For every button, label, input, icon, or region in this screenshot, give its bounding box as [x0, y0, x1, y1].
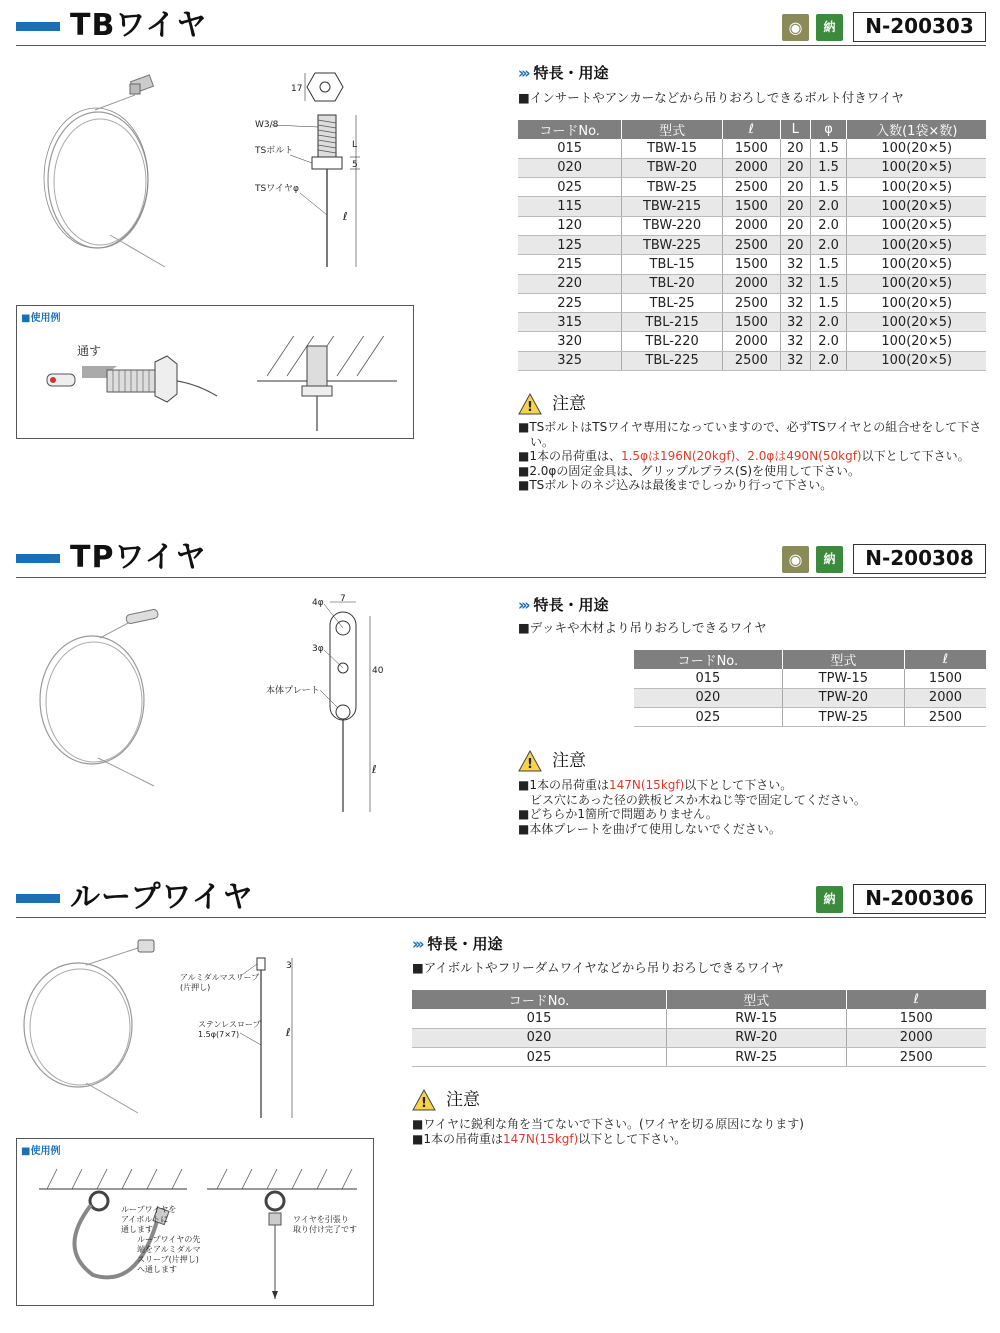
table-cell: TPW-15 — [782, 669, 904, 688]
dim-plate: 本体プレート — [266, 686, 320, 696]
dim-rope-sub: 1.5φ(7×7) — [198, 1030, 240, 1039]
section-header-loopwire — [16, 878, 986, 918]
table-cell: 100(20×5) — [847, 255, 986, 274]
tbwire-dimension-diagram — [250, 65, 370, 275]
notes-list — [518, 778, 988, 836]
product-code: N-200303 — [853, 12, 986, 42]
table-row — [518, 274, 986, 293]
chevron-right-icon: ››› — [412, 935, 422, 953]
table-cell: RW-15 — [667, 1009, 846, 1028]
table-row — [518, 293, 986, 312]
caution-heading — [518, 389, 586, 415]
table-cell: 2500 — [722, 293, 780, 312]
table-cell: 1500 — [722, 313, 780, 332]
table-cell: 1.5 — [810, 158, 847, 177]
table-cell: 325 — [518, 351, 622, 370]
table-header-cell: 入数(1袋×数) — [847, 120, 986, 139]
table-header-cell: ℓ — [846, 990, 986, 1009]
dim-17: 17 — [291, 84, 303, 94]
table-cell: 025 — [518, 178, 622, 197]
svg-text:!: ! — [527, 400, 533, 415]
note-text: ■1本の吊荷重は — [412, 1131, 503, 1146]
dim-L: L — [352, 140, 358, 150]
table-cell: 015 — [634, 669, 782, 688]
bag-icon: ◉ — [782, 546, 809, 573]
table-row — [634, 688, 986, 707]
usage-line: 取り付け完了です — [293, 1225, 357, 1234]
table-cell: 2500 — [722, 178, 780, 197]
table-row — [518, 313, 986, 332]
table-cell: 2000 — [722, 216, 780, 235]
usage-step2 — [137, 1235, 201, 1275]
dim-5: 5 — [352, 160, 358, 170]
table-cell: 215 — [518, 255, 622, 274]
table-cell: TBL-20 — [622, 274, 723, 293]
table-header-cell: φ — [810, 120, 847, 139]
table-cell: 220 — [518, 274, 622, 293]
dim-ell: ℓ — [372, 763, 377, 776]
features-heading — [518, 62, 609, 83]
title-bar — [16, 22, 60, 31]
table-row — [518, 158, 986, 177]
dim-sleeve: アルミダルマスリーブ — [180, 973, 260, 982]
table-cell: 20 — [780, 197, 810, 216]
notes-list — [412, 1117, 982, 1146]
table-cell: 32 — [780, 332, 810, 351]
note-text: ■1本の吊荷重は、 — [518, 449, 621, 464]
note-item-cont: い。 — [530, 434, 555, 449]
table-cell: 025 — [634, 708, 782, 727]
caution-heading — [412, 1085, 480, 1111]
table-cell: 2500 — [722, 351, 780, 370]
note-highlight: 147N(15kgf) — [502, 1131, 579, 1146]
table-cell: 2.0 — [810, 197, 847, 216]
table-cell: 100(20×5) — [847, 351, 986, 370]
note-item — [518, 449, 988, 464]
table-cell: RW-25 — [667, 1048, 846, 1067]
table-cell: 100(20×5) — [847, 139, 986, 158]
table-cell: 2000 — [722, 332, 780, 351]
table-cell: 1.5 — [810, 255, 847, 274]
table-row — [518, 351, 986, 370]
spec-table-tbwire — [518, 120, 986, 371]
table-header-cell: コードNo. — [412, 990, 667, 1009]
usage-step3 — [293, 1215, 357, 1235]
table-cell: 020 — [634, 688, 782, 707]
table-cell: 225 — [518, 293, 622, 312]
note-item: ■ワイヤに鋭利な角を当てないで下さい。(ワイヤを切る原因になります) — [412, 1117, 804, 1131]
table-cell: 100(20×5) — [847, 332, 986, 351]
usage-line: ループワイヤを — [121, 1205, 177, 1214]
table-cell: 1.5 — [810, 293, 847, 312]
svg-text:!: ! — [527, 757, 533, 772]
usage-line: ループワイヤの先 — [137, 1235, 201, 1244]
table-cell: 2000 — [722, 158, 780, 177]
table-cell: TPW-25 — [782, 708, 904, 727]
title-bar — [16, 554, 60, 563]
section-header-tbwire — [16, 6, 986, 46]
table-cell: 20 — [780, 235, 810, 254]
table-row — [634, 669, 986, 688]
table-header-row — [634, 650, 986, 669]
note-item: ■2.0φの固定金具は、グリップルプラス(S)を使用して下さい。 — [518, 463, 861, 478]
note-item: ■TSボルトはTSワイヤ専用になっていますので、必ずTSワイヤとの組合せをして下さ — [518, 420, 982, 434]
caution-label: 注意 — [446, 1090, 480, 1110]
table-header-cell: ℓ — [722, 120, 780, 139]
section-title: ループワイヤ — [70, 880, 254, 915]
table-header-cell: 型式 — [667, 990, 846, 1009]
table-cell: 1500 — [722, 139, 780, 158]
delivery-icon: 納 — [816, 14, 843, 41]
table-cell: 2500 — [904, 708, 986, 727]
table-cell: 100(20×5) — [847, 293, 986, 312]
usage-line: へ通します — [137, 1265, 177, 1274]
table-header-cell: L — [780, 120, 810, 139]
table-cell: TPW-20 — [782, 688, 904, 707]
chevron-right-icon: ››› — [518, 64, 528, 82]
table-header-row — [518, 120, 986, 139]
note-item: ■TSボルトのネジ込みは最後までしっかり行って下さい。 — [518, 478, 833, 493]
loopwire-product-image — [16, 935, 166, 1125]
table-cell: 120 — [518, 216, 622, 235]
bag-icon: ◉ — [782, 14, 809, 41]
usage-label: ■使用例 — [21, 1146, 61, 1157]
table-cell: TBL-220 — [622, 332, 723, 351]
note-item-cont: ビス穴にあった径の鉄板ビスか木ねじ等で固定してください。 — [530, 792, 866, 807]
table-cell: 1500 — [722, 255, 780, 274]
table-cell: 015 — [518, 139, 622, 158]
table-header-row — [412, 990, 986, 1009]
table-cell: TBW-20 — [622, 158, 723, 177]
product-code: N-200306 — [853, 884, 986, 914]
table-cell: 315 — [518, 313, 622, 332]
description: ■アイボルトやフリーダムワイヤなどから吊りおろしできるワイヤ — [412, 960, 784, 975]
table-row — [518, 216, 986, 235]
caution-heading — [518, 746, 586, 772]
title-bar — [16, 894, 60, 903]
table-header-cell: ℓ — [904, 650, 986, 669]
usage-line: ワイヤを引張り — [293, 1215, 349, 1224]
table-cell: RW-20 — [667, 1028, 846, 1047]
table-cell: 20 — [780, 178, 810, 197]
note-highlight: 147N(15kgf) — [608, 778, 685, 792]
dim-ell: ℓ — [286, 1026, 291, 1039]
note-text: 以下として下さい。 — [684, 778, 793, 792]
note-text: 以下として下さい。 — [578, 1131, 687, 1146]
features-heading — [412, 933, 503, 954]
table-row — [518, 235, 986, 254]
table-cell: 1.5 — [810, 139, 847, 158]
table-cell: 2500 — [722, 235, 780, 254]
dim-rope: ステンレスロープ — [198, 1020, 261, 1029]
usage-pass-text: 通す — [77, 344, 102, 358]
table-cell: TBL-25 — [622, 293, 723, 312]
table-header-cell: 型式 — [782, 650, 904, 669]
chevron-right-icon: ››› — [518, 596, 528, 614]
svg-text:!: ! — [421, 1096, 427, 1111]
table-row — [518, 332, 986, 351]
features-heading — [518, 594, 609, 615]
table-cell: TBW-215 — [622, 197, 723, 216]
table-cell: 32 — [780, 351, 810, 370]
delivery-icon: 納 — [816, 546, 843, 573]
table-cell: 2.0 — [810, 235, 847, 254]
table-header-cell: 型式 — [622, 120, 723, 139]
table-cell: 2500 — [846, 1048, 986, 1067]
caution-label: 注意 — [552, 394, 586, 414]
table-cell: 020 — [412, 1028, 667, 1047]
table-cell: 115 — [518, 197, 622, 216]
usage-line: 通します — [121, 1225, 153, 1234]
table-cell: 025 — [412, 1048, 667, 1067]
usage-panel — [16, 1138, 374, 1306]
spec-table-tpwire — [634, 650, 986, 727]
note-text: 以下として下さい。 — [861, 449, 970, 464]
table-cell: 015 — [412, 1009, 667, 1028]
table-cell: TBL-225 — [622, 351, 723, 370]
table-row — [518, 139, 986, 158]
table-row — [412, 1028, 986, 1047]
usage-panel — [16, 305, 414, 439]
table-row — [412, 1009, 986, 1028]
table-cell: 2.0 — [810, 332, 847, 351]
table-cell: TBW-225 — [622, 235, 723, 254]
table-cell: 32 — [780, 313, 810, 332]
table-cell: 100(20×5) — [847, 313, 986, 332]
notes-list — [518, 420, 988, 493]
table-cell: 32 — [780, 293, 810, 312]
table-row — [518, 197, 986, 216]
note-item: ■どちらか1箇所で問題ありません。 — [518, 807, 718, 822]
table-cell: 100(20×5) — [847, 274, 986, 293]
table-cell: 1500 — [722, 197, 780, 216]
table-cell: 32 — [780, 255, 810, 274]
table-cell: TBW-220 — [622, 216, 723, 235]
caution-label: 注意 — [552, 751, 586, 771]
table-cell: 20 — [780, 216, 810, 235]
table-row — [518, 255, 986, 274]
dim-sleeve-sub: (片押し) — [180, 983, 211, 992]
section-title: TBワイヤ — [70, 8, 208, 43]
table-cell: 2.0 — [810, 313, 847, 332]
note-text: ■1本の吊荷重は — [518, 778, 609, 792]
note-item — [518, 778, 988, 793]
usage-line: アイボルトに — [121, 1215, 169, 1224]
table-cell: TBW-15 — [622, 139, 723, 158]
tpwire-dimension-diagram — [260, 590, 390, 815]
table-row — [634, 708, 986, 727]
table-cell: 100(20×5) — [847, 197, 986, 216]
table-cell: 100(20×5) — [847, 235, 986, 254]
tpwire-product-image — [30, 600, 170, 800]
table-cell: 125 — [518, 235, 622, 254]
description: ■インサートやアンカーなどから吊りおろしできるボルト付きワイヤ — [518, 90, 904, 105]
warning-icon — [518, 393, 542, 415]
table-cell: 32 — [780, 274, 810, 293]
table-cell: 020 — [518, 158, 622, 177]
dim-tsbolt: TSボルト — [255, 146, 294, 156]
note-item: ■本体プレートを曲げて使用しないでください。 — [518, 821, 781, 836]
table-row — [518, 178, 986, 197]
table-cell: TBL-215 — [622, 313, 723, 332]
features-label: 特長・用途 — [533, 64, 609, 82]
dim-3: 3 — [286, 961, 292, 971]
table-cell: 2000 — [722, 274, 780, 293]
table-cell: TBL-15 — [622, 255, 723, 274]
warning-icon — [412, 1089, 436, 1111]
warning-icon — [518, 750, 542, 772]
delivery-icon: 納 — [816, 886, 843, 913]
table-header-cell: コードNo. — [518, 120, 622, 139]
product-code: N-200308 — [853, 544, 986, 574]
description: ■デッキや木材より吊りおろしできるワイヤ — [518, 620, 767, 635]
section-header-tpwire — [16, 538, 986, 578]
tbwire-product-image — [40, 70, 180, 270]
table-cell: 100(20×5) — [847, 158, 986, 177]
table-cell: 1.5 — [810, 274, 847, 293]
table-cell: 100(20×5) — [847, 178, 986, 197]
dim-3phi: 3φ — [312, 644, 324, 654]
table-cell: 2.0 — [810, 351, 847, 370]
table-row — [412, 1048, 986, 1067]
spec-table-loopwire — [412, 990, 986, 1067]
table-cell: TBW-25 — [622, 178, 723, 197]
section-title: TPワイヤ — [70, 540, 207, 575]
table-cell: 100(20×5) — [847, 216, 986, 235]
usage-line: 端をアルミダルマ — [137, 1245, 201, 1254]
usage-illustration — [37, 336, 407, 436]
table-cell: 2000 — [904, 688, 986, 707]
note-highlight: 1.5φは196N(20kgf)、2.0φは490N(50kgf) — [620, 449, 862, 464]
table-cell: 2000 — [846, 1028, 986, 1047]
table-cell: 1.5 — [810, 178, 847, 197]
note-item — [412, 1132, 982, 1147]
table-cell: 1500 — [904, 669, 986, 688]
dim-4phi: 4φ — [312, 598, 324, 608]
dim-w38: W3/8 — [255, 120, 279, 130]
table-cell: 20 — [780, 158, 810, 177]
table-header-cell: コードNo. — [634, 650, 782, 669]
table-cell: 1500 — [846, 1009, 986, 1028]
usage-step1 — [121, 1205, 176, 1235]
dim-7: 7 — [340, 594, 346, 604]
table-cell: 20 — [780, 139, 810, 158]
usage-line: スリーブ(片押し) — [137, 1255, 199, 1264]
dim-tswire: TSワイヤφ — [255, 184, 299, 194]
features-label: 特長・用途 — [427, 935, 503, 953]
features-label: 特長・用途 — [533, 596, 609, 614]
dim-40: 40 — [372, 666, 384, 676]
table-cell: 2.0 — [810, 216, 847, 235]
usage-label: ■使用例 — [21, 313, 61, 324]
table-cell: 320 — [518, 332, 622, 351]
dim-ell: ℓ — [343, 210, 348, 223]
